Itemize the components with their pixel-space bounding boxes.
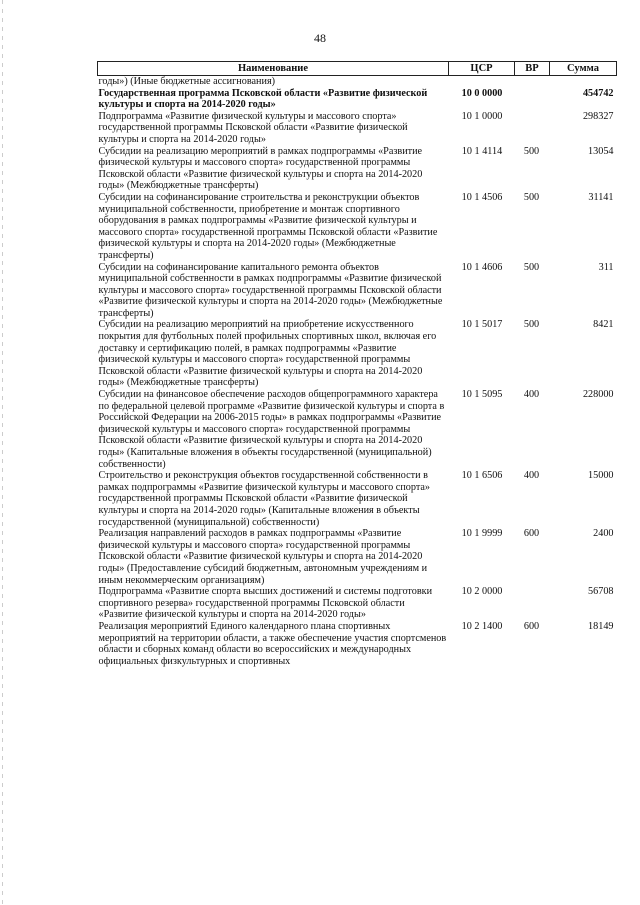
row-vr-cell: [515, 586, 550, 621]
row-csr-cell: 10 1 0000: [461, 110, 503, 122]
table-row: [98, 470, 617, 528]
row-name-cell: Реализация направлений расходов в рамках подпрограммы «Развитие физической культуры и массового спорта» государственной программы Псковской области «Развитие физической культуры и спорта на 2014-2020 годы» (Предоставление субсидий бюджетным, автономным учреждениям и иным некоммерческим организациям): [98, 528, 428, 586]
row-sum-cell: 56708: [588, 586, 614, 598]
continuation-row: [98, 76, 617, 88]
row-csr-cell: 10 1 5095: [461, 389, 503, 401]
row-sum-cell: 18149: [588, 620, 614, 632]
row-name-cell: Субсидии на софинансирование строительства и реконструкции объектов муниципальной собственности, приобретение и монтаж спортивного оборудования в рамках подпрограммы «Развитие физической культуры и массового спорта» государственной программы Псковской области «Развитие физической культуры и спорта на 2014-2020 годы» (Межбюджетные трансферты): [98, 191, 438, 261]
row-csr-cell: 10 1 6506: [461, 470, 503, 482]
row-name-cell: Реализация мероприятий Единого календарного плана спортивных мероприятий на территории области, а также обеспечение участия спортсменов области и сборных команд области во всероссийских и международных официальных физкультурных и спортивных: [98, 620, 447, 667]
header-name: Наименование: [98, 62, 449, 76]
row-name-cell: Субсидии на реализацию мероприятий на приобретение искусственного покрытия для футбольных полей профильных спортивных школ, включая его доставку и сертификацию полей, в рамках подпрограммы «Развитие физической культуры и массового спорта» государственной программы Псковской области «Развитие физической культуры и спорта на 2014-2020 годы» (Межбюджетные трансферты): [98, 319, 437, 389]
row-name-cell: Субсидии на реализацию мероприятий в рамках подпрограммы «Развитие физической культуры и массового спорта» государственной программы Псковской области «Развитие физической культуры и спорта на 2014-2020 годы» (Межбюджетные трансферты): [98, 145, 423, 192]
row-csr-cell: 10 1 5017: [461, 319, 503, 331]
row-name-cell: Субсидии на финансовое обеспечение расходов общепрограммного характера по федеральной целевой программе «Развитие физической культуры и спорта в Российской Федерации на 2006-2015 годы» в рамках подпрограммы «Развитие физической культуры и массового спорта» государственной программы Псковской области «Развитие физической культуры и спорта на 2014-2020 годы» (Капитальные вложения в объекты государственной (муниципальной) собственности): [98, 389, 445, 470]
table-row: [98, 111, 617, 146]
row-name-cell: Подпрограмма «Развитие физической культуры и массового спорта» государственной программы Псковской области «Развитие физической культуры и спорта на 2014-2020 годы»: [98, 110, 408, 145]
row-csr-cell: 10 1 4114: [461, 145, 503, 157]
header-vr: ВР: [515, 62, 550, 76]
row-name-cell: Субсидии на софинансирование капитального ремонта объектов муниципальной собственности в рамках подпрограммы «Развитие физической культуры и массового спорта» государственной программы Псковской области «Развитие физической культуры и спорта на 2014-2020 годы» (Межбюджетные трансферты): [98, 261, 443, 319]
row-vr-cell: 600: [523, 528, 540, 540]
page-number: 48: [314, 31, 326, 45]
row-name-cell: Подпрограмма «Развитие спорта высших достижений и системы подготовки спортивного резерва» государственной программы Псковской области «Развитие физической культуры и спорта на 2014-2020 годы»: [98, 586, 433, 621]
scan-edge-artifact: [2, 0, 3, 905]
row-sum-cell: 31141: [588, 191, 614, 203]
row-vr-cell: 600: [523, 620, 540, 632]
table-row: [98, 586, 617, 621]
row-sum-cell: 228000: [582, 389, 614, 401]
row-csr-cell: 10 1 4506: [461, 191, 503, 203]
table-row: [98, 262, 617, 320]
row-csr-cell: 10 1 9999: [461, 528, 503, 540]
continuation-text: годы») (Иные бюджетные ассигнования): [98, 76, 276, 87]
row-csr-cell: 10 0 0000: [461, 87, 503, 99]
row-name-cell: Государственная программа Псковской области «Развитие физической культуры и спорта на 2014-2020 годы»: [98, 87, 428, 111]
table-row: [98, 528, 617, 586]
row-vr-cell: 500: [523, 261, 540, 273]
row-vr-cell: 500: [523, 145, 540, 157]
row-sum-cell: 13054: [588, 145, 614, 157]
row-name-cell: Строительство и реконструкция объектов государственной собственности в рамках подпрограммы «Развитие физической культуры и массового спорта» государственной программы Псковской области «Развитие физической культуры и спорта на 2014-2020 годы» (Капитальные вложения в объекты государственной (муниципальной) собственности): [98, 470, 431, 528]
row-sum-cell: 454742: [582, 87, 614, 99]
row-vr-cell: 500: [523, 191, 540, 203]
table-row: [98, 319, 617, 389]
budget-table: [97, 61, 617, 667]
row-vr-cell: 500: [523, 319, 540, 331]
row-vr-cell: [515, 111, 550, 146]
table-row: [98, 146, 617, 192]
header-csr: ЦСР: [449, 62, 515, 76]
table-row: [98, 88, 617, 111]
row-sum-cell: 298327: [582, 110, 614, 122]
row-vr-cell: [515, 88, 550, 111]
header-sum: Сумма: [550, 62, 617, 76]
row-csr-cell: 10 1 4606: [461, 261, 503, 273]
table-header-row: [98, 62, 617, 76]
row-csr-cell: 10 2 1400: [461, 620, 503, 632]
row-sum-cell: 15000: [588, 470, 614, 482]
table-row: [98, 389, 617, 470]
row-sum-cell: 8421: [593, 319, 614, 331]
row-sum-cell: 311: [598, 261, 614, 273]
row-vr-cell: 400: [523, 389, 540, 401]
row-csr-cell: 10 2 0000: [461, 586, 503, 598]
table-row: [98, 621, 617, 667]
table-row: [98, 192, 617, 262]
row-sum-cell: 2400: [593, 528, 614, 540]
row-vr-cell: 400: [523, 470, 540, 482]
